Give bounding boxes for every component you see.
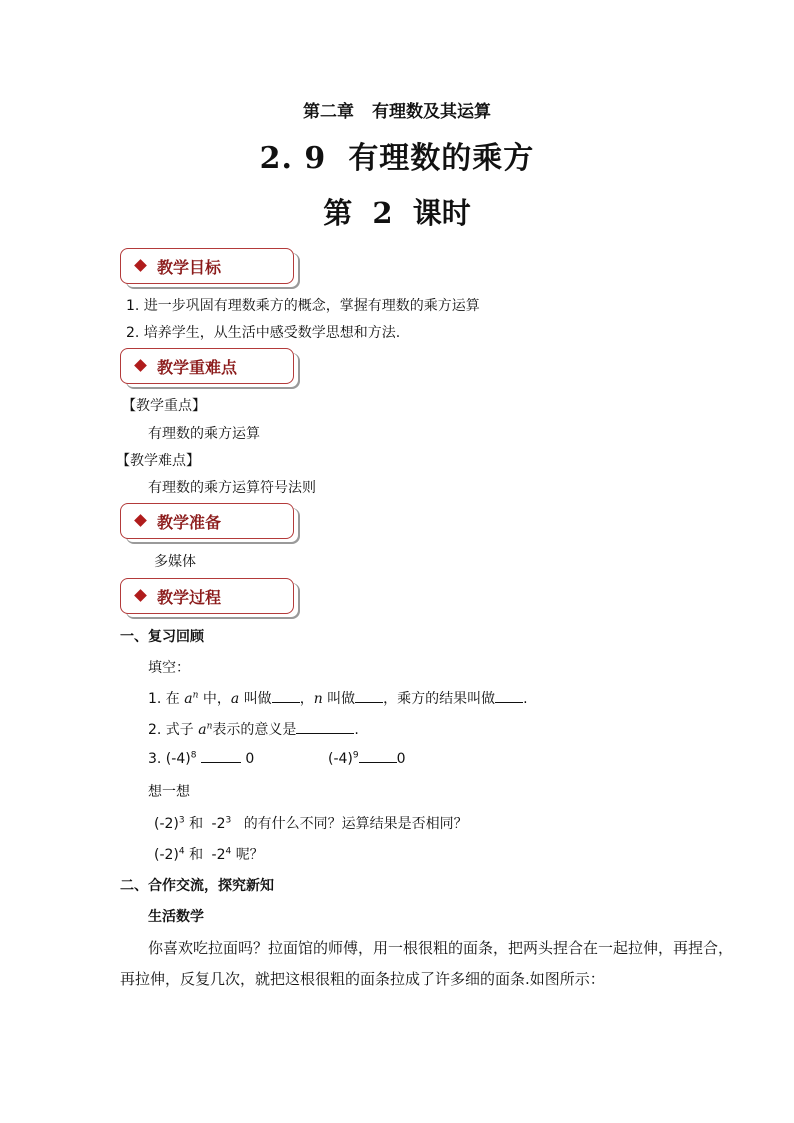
keypoints-header-label: 教学重难点	[157, 358, 238, 377]
part2-title: 二、合作交流，探究新知	[120, 878, 274, 894]
process-header-label: 教学过程	[157, 588, 222, 607]
life-math-label: 生活数学	[148, 909, 204, 925]
question-2: 2. 式子 $a^n$表示的意义是 .	[148, 721, 359, 738]
think-question-1: $(-2)^3$ 和 $-2^3$ 的有什么不同？运算结果是否相同？	[154, 815, 468, 832]
answer-blank[interactable]	[359, 750, 397, 763]
section-name: 有理数的乘方	[348, 141, 535, 176]
lesson-title: 第 2 课时	[323, 196, 471, 230]
prep-header-label: 教学准备	[157, 513, 222, 532]
focus-text: 有理数的乘方运算	[148, 426, 260, 442]
answer-blank[interactable]	[296, 721, 354, 734]
chapter-name: 有理数及其运算	[372, 102, 491, 122]
focus-label: 【教学重点】	[122, 398, 206, 414]
part1-title: 一、复习回顾	[120, 629, 204, 645]
goal-item: 2. 培养学生，从生活中感受数学思想和方法.	[126, 325, 401, 341]
diamond-bullet-icon	[134, 514, 147, 527]
paragraph-line: 你喜欢吃拉面吗？拉面馆的师傅，用一根很粗的面条，把两头捏合在一起拉伸，再捏合，	[148, 939, 734, 957]
paragraph-line: 再拉伸，反复几次，就把这根很粗的面条拉成了许多细的面条.如图所示：	[120, 970, 605, 988]
difficulty-label: 【教学难点】	[116, 453, 200, 469]
goal-item: 1. 进一步巩固有理数乘方的概念，掌握有理数的乘方运算	[126, 298, 480, 314]
answer-blank[interactable]	[272, 690, 300, 703]
fill-label: 填空：	[148, 660, 190, 676]
think-question-2: $(-2)^4$ 和 $-2^4$ 呢？	[154, 846, 264, 863]
chapter-number: 第二章	[303, 102, 354, 122]
diamond-bullet-icon	[134, 359, 147, 372]
chapter-heading	[0, 97, 794, 122]
goals-header-box	[120, 248, 294, 284]
section-title	[0, 133, 794, 177]
answer-blank[interactable]	[201, 750, 241, 763]
goals-header-label: 教学目标	[157, 258, 222, 277]
question-3b: $(-4)^9$ 0	[328, 750, 406, 767]
diamond-bullet-icon	[134, 259, 147, 272]
diamond-bullet-icon	[134, 589, 147, 602]
question-1: 1. 在 $a^n$ 中，a 叫做 ，n 叫做 ，乘方的结果叫做 .	[148, 690, 528, 707]
answer-blank[interactable]	[355, 690, 383, 703]
prep-text: 多媒体	[154, 554, 196, 570]
process-header-box	[120, 578, 294, 614]
keypoints-header-box	[120, 348, 294, 384]
section-number: 2. 9	[259, 141, 327, 176]
question-3: 3. $(-4)^8$ 0	[148, 750, 255, 767]
difficulty-text: 有理数的乘方运算符号法则	[148, 480, 316, 496]
think-label: 想一想	[148, 784, 190, 800]
prep-header-box	[120, 503, 294, 539]
answer-blank[interactable]	[495, 690, 523, 703]
